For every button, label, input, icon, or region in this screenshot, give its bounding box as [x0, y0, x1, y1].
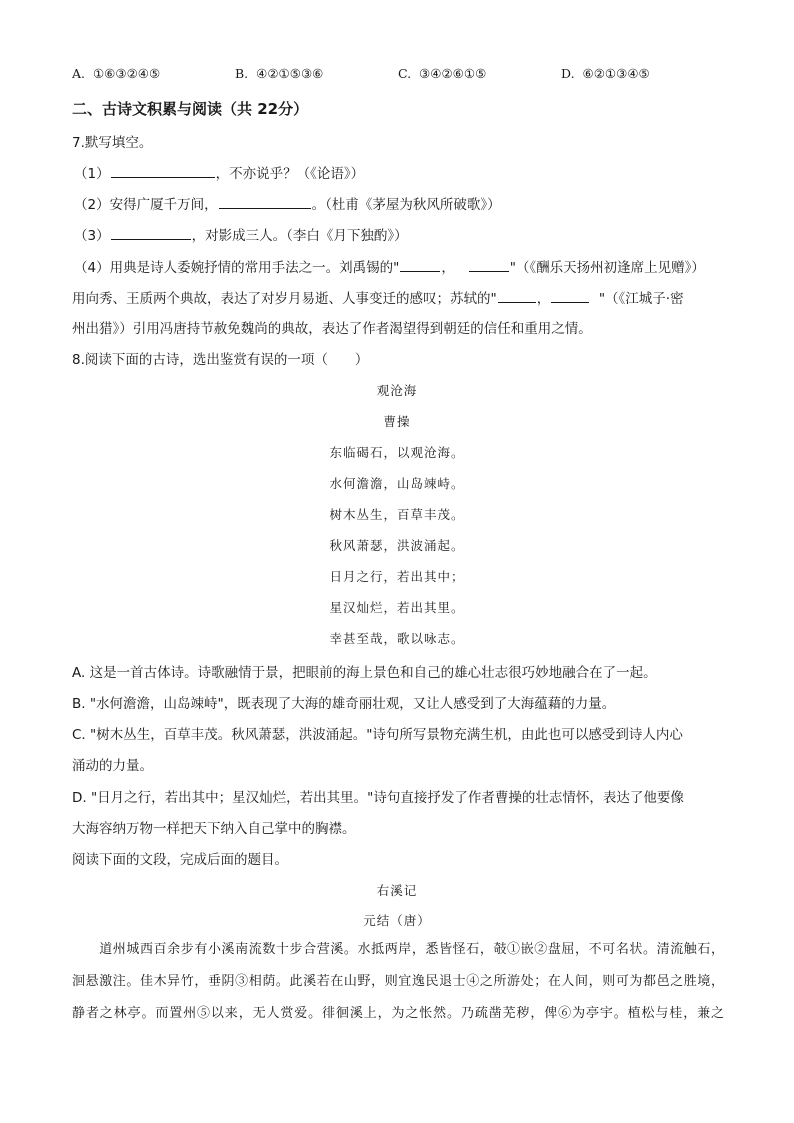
passage-line: 静者之林亭。而置州⑤以来，无人赏爱。徘徊溪上，为之怅然。乃疏凿芜秽，俾⑥为亭宇。植松与桂，兼之	[72, 1006, 724, 1021]
q8-option-a: A. 这是一首古体诗。诗歌融情于景，把眼前的海上景色和自己的雄心壮志很巧妙地融合在了一起。	[72, 665, 657, 681]
reading-intro: 阅读下面的文段，完成后面的题目。	[72, 852, 288, 868]
q7-stem: 7.默写填空。	[72, 135, 153, 151]
passage-line: 洄悬激注。佳木异竹，垂阴③相荫。此溪若在山野，则宜逸民退士④之所游处；在人间，则可为都邑之胜境，	[72, 974, 724, 989]
option-b: B. ④②①⑤③⑥	[235, 66, 324, 81]
q7-item2: （2）安得广厦千万间， 。（杜甫《茅屋为秋风所破歌》）	[74, 193, 501, 213]
q7-item4-line2: 用向秀、王质两个典故，表达了对岁月易逝、人事变迁的感叹；苏轼的" ， "（《江城子·密	[72, 287, 684, 307]
q7-item3: （3） ，对影成三人。（李白《月下独酌》）	[74, 224, 408, 244]
q7-item4-line3: 州出猎》）引用冯唐持节赦免魏尚的典故，表达了作者渴望得到朝廷的信任和重用之情。	[72, 321, 592, 337]
option-a: A. ①⑥③②④⑤	[72, 66, 161, 81]
previous-question-options	[72, 66, 732, 86]
q7-item1: （1） ，不亦说乎？（《论语》）	[74, 162, 364, 182]
fill-blank[interactable]	[111, 225, 191, 240]
poem-line: 东临碣石，以观沧海。	[329, 445, 465, 460]
fill-blank[interactable]	[219, 194, 311, 209]
poem-line: 树木丛生，百草丰茂。	[329, 507, 465, 522]
q8-option-c-line2: 涌动的力量。	[72, 758, 153, 774]
fill-blank[interactable]	[111, 163, 215, 178]
poem-line: 星汉灿烂，若出其里。	[329, 600, 465, 615]
poem-line: 日月之行，若出其中；	[329, 569, 465, 584]
poem-line: 幸甚至哉，歌以咏志。	[329, 631, 465, 646]
q8-option-c-line1: C. "树木丛生，百草丰茂。秋风萧瑟，洪波涌起。"诗句所写景物充满生机，由此也可以感受到诗人内心	[72, 727, 683, 743]
poem-author: 曹操	[383, 414, 411, 429]
poem-line: 水何澹澹，山岛竦峙。	[329, 476, 465, 491]
fill-blank[interactable]	[469, 257, 509, 272]
poem-line: 秋风萧瑟，洪波涌起。	[329, 538, 465, 553]
passage-title: 右溪记	[376, 883, 418, 898]
q8-option-b: B. "水何澹澹，山岛竦峙"，既表现了大海的雄奇丽壮观，又让人感受到了大海蕴藉的力量。	[72, 696, 616, 712]
fill-blank[interactable]	[498, 288, 536, 303]
q8-option-d-line1: D. "日月之行，若出其中；星汉灿烂，若出其里。"诗句直接抒发了作者曹操的壮志情怀，表达了他要像	[72, 790, 684, 806]
fill-blank[interactable]	[400, 257, 440, 272]
option-d: D. ⑥②①③④⑤	[561, 66, 650, 81]
passage-author: 元结（唐）	[363, 913, 431, 928]
section-title: 二、古诗文积累与阅读（共 22分）	[72, 100, 309, 118]
q7-item4-line1: （4）用典是诗人委婉抒情的常用手法之一。刘禹锡的" ， "（《酬乐天扬州初逢席上见赠》）	[74, 256, 705, 276]
poem-title: 观沧海	[376, 383, 418, 398]
fill-blank[interactable]	[551, 288, 589, 303]
q8-stem: 8.阅读下面的古诗，选出鉴赏有误的一项（ ）	[72, 352, 369, 368]
q8-option-d-line2: 大海容纳万物一样把天下纳入自己掌中的胸襟。	[72, 821, 356, 837]
passage-line: 道州城西百余步有小溪南流数十步合营溪。水抵两岸，悉皆怪石，攲①嵌②盘屈，不可名状。清流触石，	[72, 942, 724, 957]
option-c: C. ③④②⑥①⑤	[398, 66, 487, 81]
